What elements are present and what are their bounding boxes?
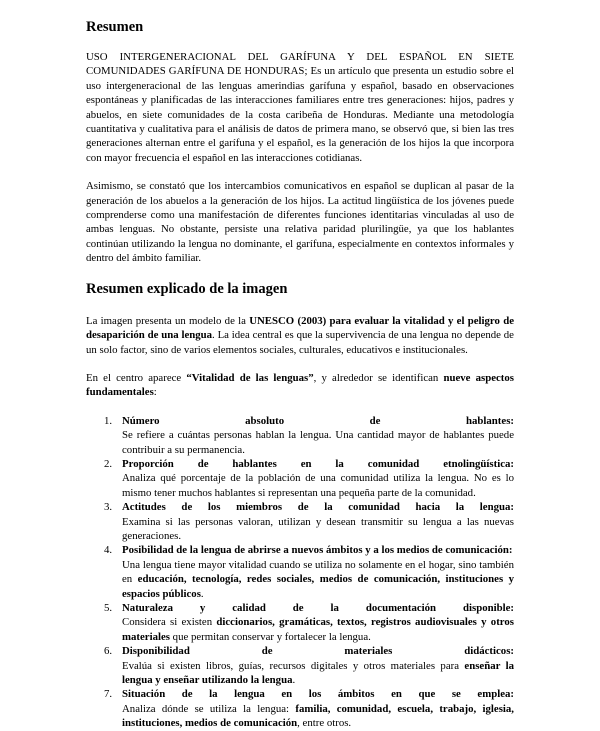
resumen-paragraph-1 — [86, 50, 514, 165]
list-item: 5. Naturaleza y calidad de la documentación disponible: Considera si existen diccionarios, gramáticas, textos, registros audiovisuales y otros materiales que permitan conservar y fortalecer la lengua. — [104, 602, 514, 643]
list-item-number: 7. — [104, 688, 113, 701]
article-title: USO INTERGENERACIONAL DEL GARÍFUNA Y DEL ESPAÑOL EN SIETE COMUNIDADES GARÍFUNA DE HONDURAS; — [86, 51, 514, 78]
list-item-heading: Actitudes de los miembros de la comunidad hacia la lengua: — [122, 501, 514, 514]
list-item: 6. Disponibilidad de materiales didácticos: Evalúa si existen libros, guías, recursos digitales y otros materiales para enseñar la lengua y enseñar utilizando la lengua. — [104, 645, 514, 687]
nueve-aspectos-highlight: nueve aspectos fundamentales — [86, 371, 515, 399]
list-item-number: 5. — [104, 602, 113, 614]
explicado-paragraph-2: En el centro aparece “Vitalidad de las lenguas”, y alrededor se identifican nueve aspectos fundamentales: — [86, 371, 515, 399]
list-item-emphasis: enseñar la lengua y enseñar utilizando la lengua — [122, 659, 514, 687]
list-item-text: Evalúa si existen libros, guías, recursos digitales y otros materiales para — [122, 659, 465, 672]
list-item-heading: Disponibilidad de materiales didácticos: — [122, 645, 514, 658]
section-title-resumen: Resumen — [86, 19, 144, 35]
list-item — [86, 500, 514, 543]
list-item-text: Una lengua tiene mayor vitalidad cuando se utiliza no solamente en el hogar, sino también en — [122, 558, 514, 586]
aspects-list — [86, 414, 514, 731]
list-item-number: 6. — [104, 645, 113, 658]
list-item-number: 2. — [104, 457, 113, 470]
list-item-emphasis: diccionarios, gramáticas, textos, registros audiovisuales y otros materiales — [122, 616, 514, 643]
list-item-heading: Situación de la lengua en los ámbitos en que se emplea: — [122, 688, 514, 701]
list-item-text: Analiza qué porcentaje de la población de una comunidad utiliza la lengua. No es lo mismo tener muchos hablantes si representan una pequeña parte de la comunidad. — [122, 472, 514, 499]
list-item-heading: Naturaleza y calidad de la documentación disponible: — [122, 602, 514, 614]
list-item-number: 3. — [104, 501, 113, 514]
list-item — [86, 414, 514, 457]
section-title-explicado: Resumen explicado de la imagen — [86, 280, 288, 297]
list-item: 7. Situación de la lengua en los ámbitos en que se emplea: Analiza dónde se utiliza la lengua: familia, comunidad, escuela, trabajo, iglesia, instituciones, medios de comunicación, entre otros. — [104, 688, 515, 730]
list-item-number: 1. — [104, 414, 113, 427]
list-item: 4. Posibilidad de la lengua de abrirse a nuevos ámbitos y a los medios de comunicación: Una lengua tiene mayor vitalidad cuando se utiliza no solamente en el hogar, sino también en educación, tecnología, redes sociales, medios de comunicación, instituciones y espacios públicos. — [104, 544, 514, 600]
list-item-heading: Proporción de hablantes en la comunidad etnolingüística: — [122, 457, 514, 470]
list-item-text: Analiza dónde se utiliza la lengua: — [122, 702, 296, 715]
list-item-heading: Posibilidad de la lengua de abrirse a nuevos ámbitos y a los medios de comunicación: — [122, 544, 513, 557]
list-item-emphasis: familia, comunidad, escuela, trabajo, iglesia, instituciones, medios de comunicación — [122, 702, 515, 730]
list-item-number: 4. — [104, 544, 113, 557]
unesco-model-highlight: UNESCO (2003) para evaluar la vitalidad y el peligro de desaparición de una lengua — [86, 314, 514, 342]
list-item-text: Examina si las personas valoran, utilizan y desean transmitir su lengua a las nuevas generaciones. — [122, 515, 514, 542]
list-item-text: Considera si existen — [122, 616, 217, 629]
list-item-emphasis: educación, tecnología, redes sociales, medios de comunicación, instituciones y espacios públicos — [122, 573, 514, 600]
list-item-text: Se refiere a cuántas personas hablan la lengua. Una cantidad mayor de hablantes puede contribuir a su permanencia. — [122, 429, 514, 456]
list-item-heading: Número absoluto de hablantes: — [122, 414, 514, 427]
vitalidad-highlight: “Vitalidad de las lenguas” — [186, 371, 314, 384]
resumen-paragraph-1-body: Es un artículo que presenta un estudio sobre el uso intergeneracional de las lenguas amerindias garífuna y español, basado en observaciones espontáneas y planificadas de las interacciones familiares entre tres generaciones: hijos, padres y abuelos, en siete comunidades de la costa caribeña de Honduras. Mediante una metodología cuantitativa y cualitativa para el análisis de datos de primera mano, se observó que, si bien las tres generaciones alternan entre el garífuna y el español, es la generación de los hijos la que incorpora con mayor frecuencia el español en las interacciones cotidianas. — [86, 65, 515, 164]
resumen-paragraph-2: Asimismo, se constató que los intercambios comunicativos en español se duplican al pasar de la generación de los abuelos a la generación de los hijos. La actitud lingüística de los jóvenes puede comprenderse como una manifestación de diferentes funciones identitarias vinculadas al uso de ambas lenguas. No obstante, persiste una relativa paridad plurilingüe, ya que los hablantes continúan utilizando la lengua no dominante, el garífuna, especialmente en contextos informales y dentro del ámbito familiar. — [86, 180, 514, 265]
explicado-paragraph-1: La imagen presenta un modelo de la UNESCO (2003) para evaluar la vitalidad y el peligro de desaparición de una lengua. La idea central es que la supervivencia de una lengua no depende de un solo factor, sino de varios elementos sociales, culturales, educativos e institucionales. — [86, 314, 514, 356]
list-item — [86, 457, 514, 500]
